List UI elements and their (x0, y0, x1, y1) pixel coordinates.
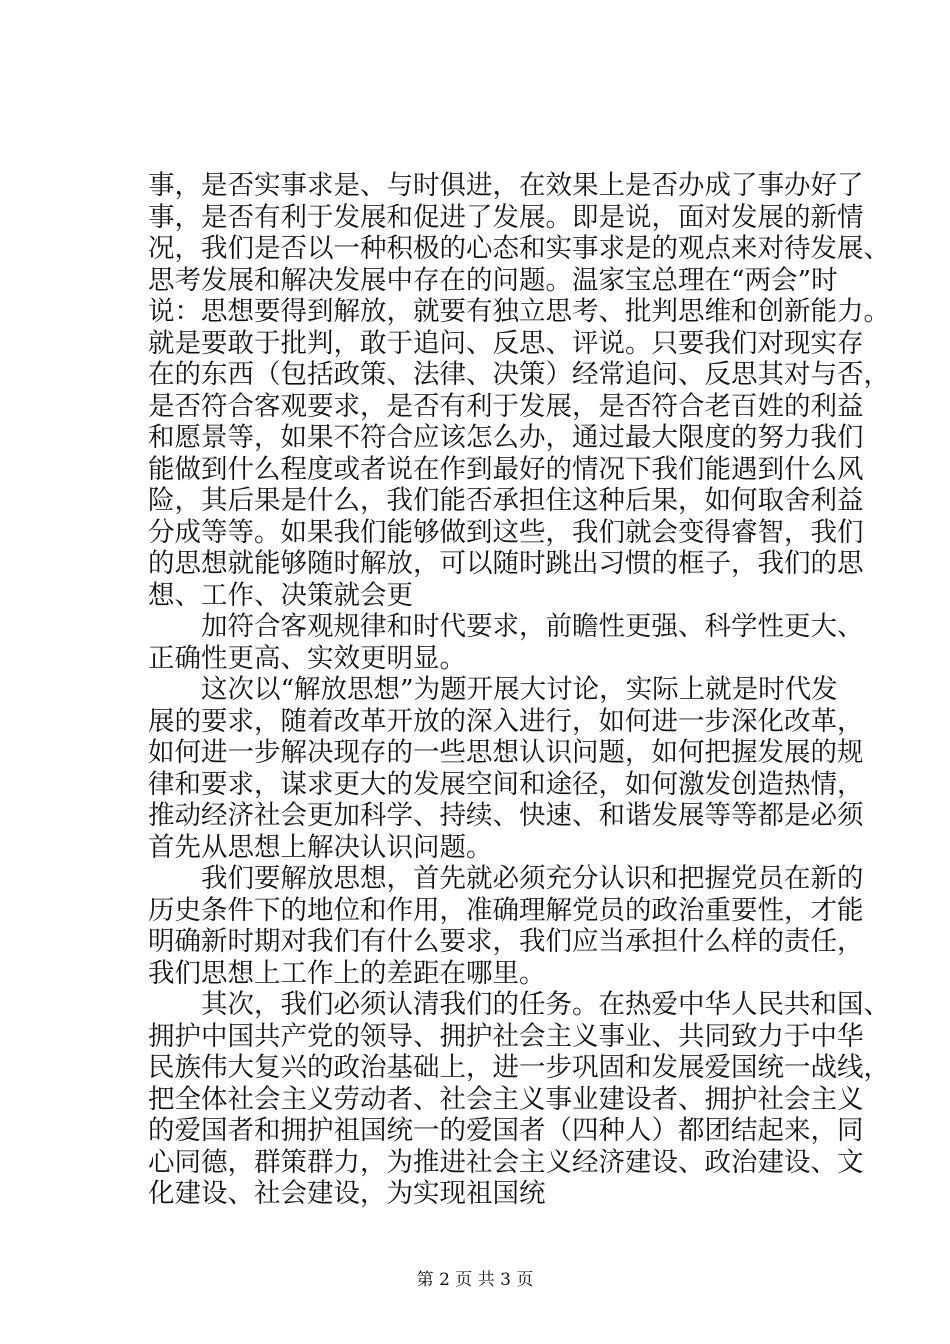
text-line: 拥护中国共产党的领导、拥护社会主义事业、共同致力于中华 (148, 1020, 864, 1052)
text-line: 首先从思想上解决认识问题。 (148, 831, 493, 863)
text-line: 我们要解放思想，首先就必须充分认识和把握党员在新的 (148, 863, 864, 894)
paragraph (148, 863, 864, 989)
text-line: 如何进一步解决现存的一些思想认识问题，如何把握发展的规 (148, 737, 864, 768)
paragraph (148, 674, 864, 863)
text-line: 思考发展和解决发展中存在的问题。温家宝总理在“两会”时 (148, 264, 838, 296)
text-line: 就是要敢于批判，敢于追问、反思、评说。只要我们对现实存 (148, 327, 864, 359)
paragraph (148, 989, 890, 1210)
text-line: 加符合客观规律和时代要求，前瞻性更强、科学性更大、 (148, 611, 864, 642)
text-line: 民族伟大复兴的政治基础上，进一步巩固和发展爱国统一战线， (148, 1052, 890, 1083)
text-line: 和愿景等，如果不符合应该怎么办，通过最大限度的努力我们 (148, 422, 864, 453)
text-line: 其次，我们必须认清我们的任务。在热爱中华人民共和国、 (148, 989, 890, 1020)
text-line: 况，我们是否以一种积极的心态和实事求是的观点来对待发展、 (148, 233, 890, 264)
text-line: 把全体社会主义劳动者、社会主义事业建设者、拥护社会主义 (148, 1083, 864, 1115)
text-line: 明确新时期对我们有什么要求，我们应当承担什么样的责任， (148, 926, 864, 957)
text-line: 律和要求，谋求更大的发展空间和途径，如何激发创造热情， (148, 768, 864, 800)
text-line: 是否符合客观要求，是否有利于发展，是否符合老百姓的利益 (148, 390, 864, 422)
text-line: 我们思想上工作上的差距在哪里。 (148, 957, 546, 989)
text-line: 在的东西（包括政策、法律、决策）经常追问、反思其对与否， (148, 359, 890, 390)
text-line: 能做到什么程度或者说在作到最好的情况下我们能遇到什么风 (148, 453, 864, 485)
text-line: 事，是否有利于发展和促进了发展。即是说，面对发展的新情 (148, 201, 864, 233)
paragraph (148, 170, 890, 611)
text-line: 说：思想要得到解放，就要有独立思考、批判思维和创新能力。 (148, 296, 890, 327)
text-line: 心同德，群策群力，为推进社会主义经济建设、政治建设、文 (148, 1146, 864, 1178)
text-line: 的爱国者和拥护祖国统一的爱国者（四种人）都团结起来，同 (148, 1115, 864, 1146)
text-line: 想、工作、决策就会更 (148, 579, 413, 611)
text-line: 险，其后果是什么，我们能否承担住这种后果，如何取舍利益 (148, 485, 864, 516)
text-line: 事，是否实事求是、与时俱进，在效果上是否办成了事办好了 (148, 170, 864, 201)
text-line: 化建设、社会建设，为实现祖国统 (148, 1178, 546, 1209)
text-line: 分成等等。如果我们能够做到这些，我们就会变得睿智，我们 (148, 516, 864, 548)
paragraph (148, 611, 864, 674)
text-line: 这次以“解放思想”为题开展大讨论，实际上就是时代发 (148, 674, 838, 705)
text-line: 正确性更高、实效更明显。 (148, 642, 466, 674)
document-body (148, 170, 890, 1210)
page-footer: 第 2 页 共 3 页 (416, 1270, 534, 1290)
text-line: 展的要求，随着改革开放的深入进行，如何进一步深化改革， (148, 705, 864, 737)
text-line: 历史条件下的地位和作用，准确理解党员的政治重要性，才能 (148, 894, 864, 926)
text-line: 推动经济社会更加科学、持续、快速、和谐发展等等都是必须 (148, 800, 864, 831)
text-line: 的思想就能够随时解放，可以随时跳出习惯的框子，我们的思 (148, 548, 864, 579)
